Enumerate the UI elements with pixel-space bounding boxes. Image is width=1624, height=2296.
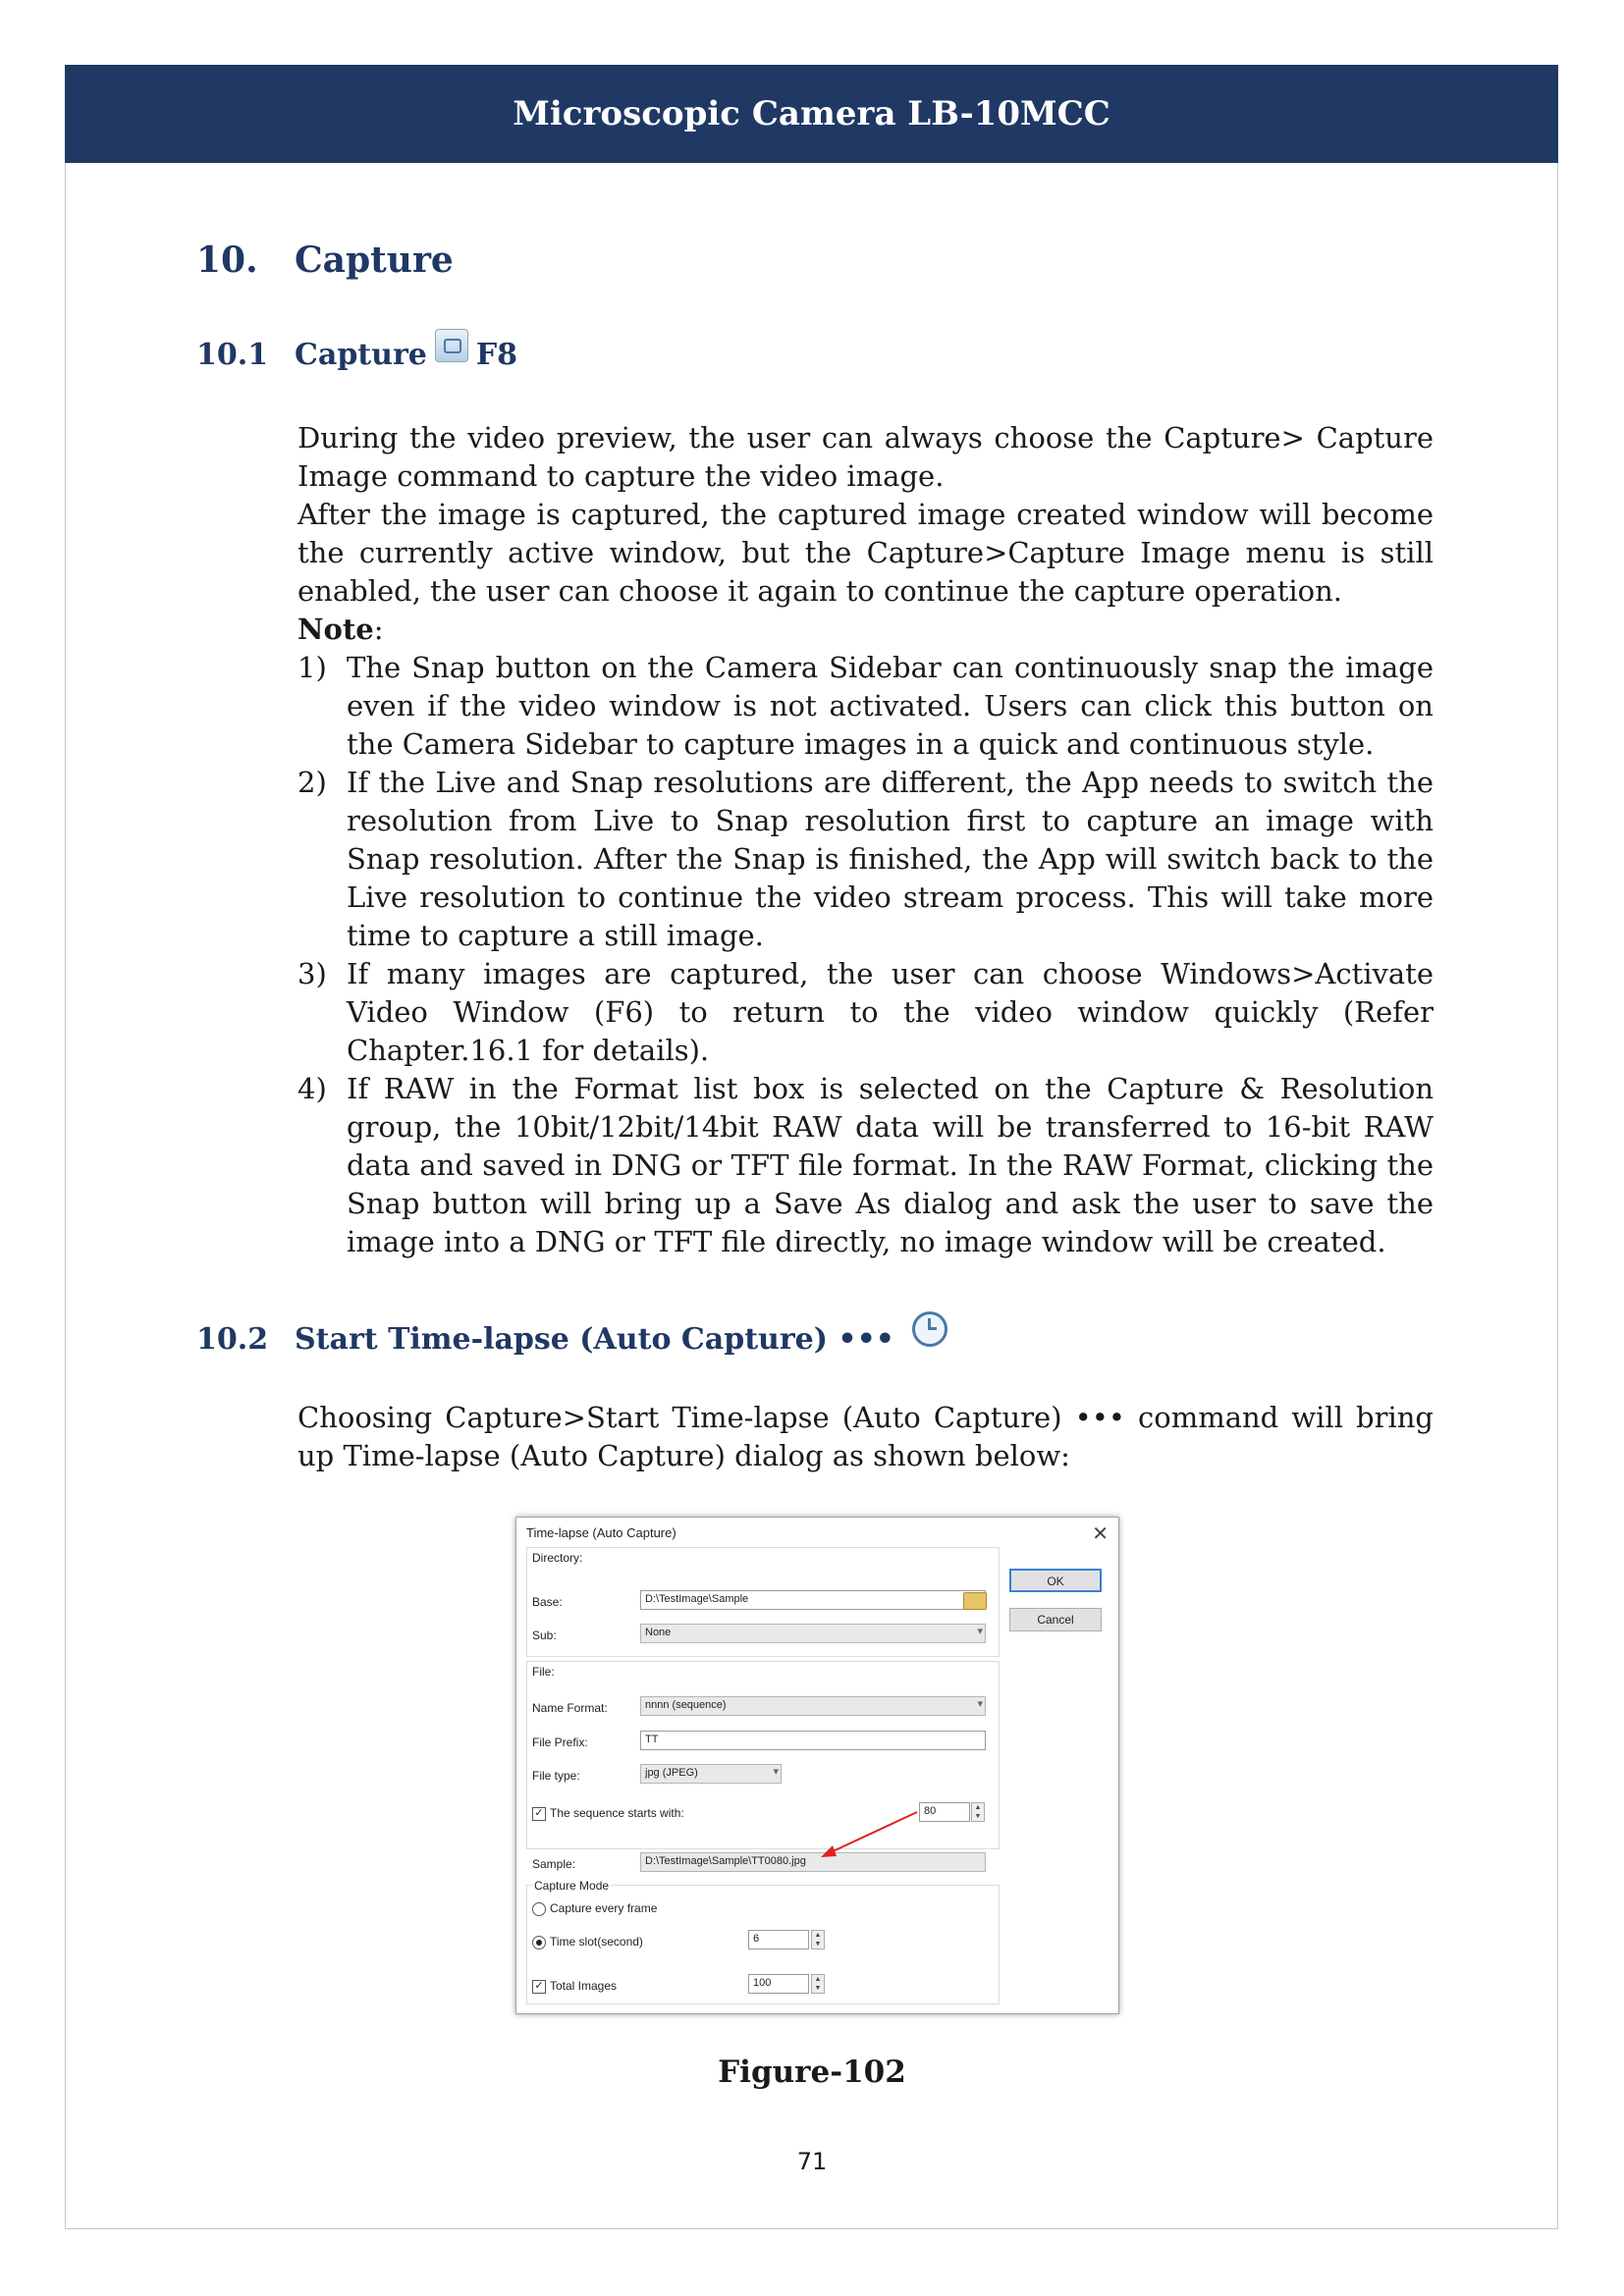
paragraph: During the video preview, the user can always choose the Capture> Capture Image command to capture the video image. bbox=[298, 421, 1434, 493]
paragraph: Choosing Capture>Start Time-lapse (Auto Capture) ••• command will bring up Time-lapse (Auto Capture) dialog as shown below: bbox=[298, 1401, 1434, 1472]
section-10-1-body bbox=[298, 419, 1434, 1261]
capture-every-frame-radio[interactable] bbox=[532, 1902, 546, 1916]
list-text: If RAW in the Format list box is selected on the Capture & Resolution group, the 10bit/12bit/14bit RAW data will be transferred to 16-bit RAW data and saved in DNG or TFT file format. In the RAW Format, clicking the Snap button will bring up a Save As dialog and ask the user to save the image into a DNG or TFT file directly, no image window will be created. bbox=[347, 1072, 1434, 1258]
sequence-stepper[interactable]: ▲ ▼ bbox=[971, 1802, 985, 1822]
list-item bbox=[298, 955, 1434, 1070]
note-label: Note bbox=[298, 613, 374, 646]
time-slot-input[interactable]: 6 bbox=[748, 1930, 809, 1949]
base-label: Base: bbox=[532, 1595, 563, 1609]
subsection-title: Start Time-lapse (Auto Capture) ••• bbox=[295, 1321, 894, 1357]
camera-capture-icon bbox=[435, 329, 468, 362]
list-item bbox=[298, 1070, 1434, 1261]
chevron-down-icon: ▾ bbox=[977, 1698, 983, 1710]
capture-every-frame-label: Capture every frame bbox=[550, 1901, 658, 1915]
section-heading bbox=[196, 240, 454, 281]
section-10-2-body bbox=[298, 1399, 1434, 1475]
total-images-label: Total Images bbox=[550, 1979, 618, 1993]
sub-value: None bbox=[645, 1627, 672, 1638]
list-number: 3) bbox=[298, 957, 327, 990]
chevron-down-icon: ▾ bbox=[773, 1766, 779, 1778]
sub-label: Sub: bbox=[532, 1629, 557, 1642]
file-type-value: jpg (JPEG) bbox=[645, 1767, 698, 1779]
list-text: If many images are captured, the user can choose Windows>Activate Video Window (F6) to return to the video window quickly (Refer Chapter.16.1 for details). bbox=[347, 957, 1434, 1067]
shortcut-key: F8 bbox=[475, 338, 518, 372]
subsection-heading-10-2 bbox=[196, 1321, 947, 1357]
subsection-number: 10.1 bbox=[196, 338, 269, 372]
file-prefix-input[interactable]: TT bbox=[640, 1731, 986, 1750]
subsection-number: 10.2 bbox=[196, 1321, 269, 1357]
list-number: 4) bbox=[298, 1072, 327, 1105]
sequence-input[interactable]: 80 bbox=[919, 1802, 970, 1822]
name-format-value: nnnn (sequence) bbox=[645, 1699, 727, 1711]
arrowhead bbox=[821, 1845, 837, 1857]
total-images-input[interactable]: 100 bbox=[748, 1974, 809, 1994]
time-slot-label: Time slot(second) bbox=[550, 1935, 643, 1949]
base-input[interactable]: D:\TestImage\Sample bbox=[640, 1590, 986, 1610]
note-list bbox=[298, 649, 1434, 1261]
dialog-title: Time-lapse (Auto Capture) bbox=[526, 1525, 677, 1540]
file-type-label: File type: bbox=[532, 1769, 580, 1783]
list-item bbox=[298, 649, 1434, 764]
note-colon: : bbox=[373, 613, 384, 646]
chevron-down-icon: ▾ bbox=[977, 1626, 983, 1637]
section-title: Capture bbox=[295, 240, 454, 281]
cancel-button[interactable]: Cancel bbox=[1009, 1608, 1102, 1631]
sample-field: D:\TestImage\Sample\TT0080.jpg bbox=[640, 1852, 986, 1872]
list-number: 1) bbox=[298, 651, 327, 684]
figure-caption: Figure-102 bbox=[718, 2055, 906, 2090]
file-prefix-label: File Prefix: bbox=[532, 1735, 588, 1749]
list-number: 2) bbox=[298, 766, 327, 799]
sequence-label: The sequence starts with: bbox=[550, 1806, 684, 1820]
subsection-title: Capture bbox=[295, 338, 427, 372]
total-images-stepper[interactable]: ▲ ▼ bbox=[811, 1974, 825, 1994]
timelapse-dialog bbox=[515, 1517, 1119, 2014]
note-heading bbox=[298, 611, 1434, 649]
total-images-checkbox[interactable]: ✓ bbox=[532, 1980, 546, 1994]
sample-label: Sample: bbox=[532, 1857, 576, 1871]
list-text: If the Live and Snap resolutions are different, the App needs to switch the resolution from Live to Snap resolution first to capture an image with Snap resolution. After the Snap is finished, the App will switch back to the Live resolution to continue the video stream process. This will take more time to capture a still image. bbox=[347, 766, 1434, 952]
close-icon[interactable]: ✕ bbox=[1092, 1523, 1109, 1545]
clock-icon bbox=[912, 1311, 947, 1347]
subsection-heading-10-1 bbox=[196, 338, 517, 372]
directory-label: Directory: bbox=[532, 1551, 583, 1565]
section-number: 10. bbox=[196, 240, 258, 281]
list-item bbox=[298, 764, 1434, 955]
capture-mode-label: Capture Mode bbox=[534, 1879, 610, 1893]
time-slot-stepper[interactable]: ▲ ▼ bbox=[811, 1930, 825, 1949]
sequence-checkbox[interactable]: ✓ bbox=[532, 1807, 546, 1821]
ok-button[interactable]: OK bbox=[1009, 1569, 1102, 1592]
page-number: 71 bbox=[796, 2148, 828, 2175]
paragraph: After the image is captured, the captured image created window will become the currently active window, but the Capture>Capture Image menu is still enabled, the user can choose it again to continue the capture operation. bbox=[298, 498, 1434, 608]
arrow-line bbox=[829, 1812, 917, 1853]
header-title: Microscopic Camera LB-10MCC bbox=[513, 94, 1110, 133]
file-label: File: bbox=[532, 1665, 555, 1679]
header-banner bbox=[65, 65, 1558, 163]
name-format-label: Name Format: bbox=[532, 1701, 608, 1715]
list-text: The Snap button on the Camera Sidebar can continuously snap the image even if the video window is not activated. Users can click this button on the Camera Sidebar to capture images in a quick and continuous style. bbox=[347, 651, 1434, 761]
time-slot-radio[interactable] bbox=[532, 1936, 546, 1949]
